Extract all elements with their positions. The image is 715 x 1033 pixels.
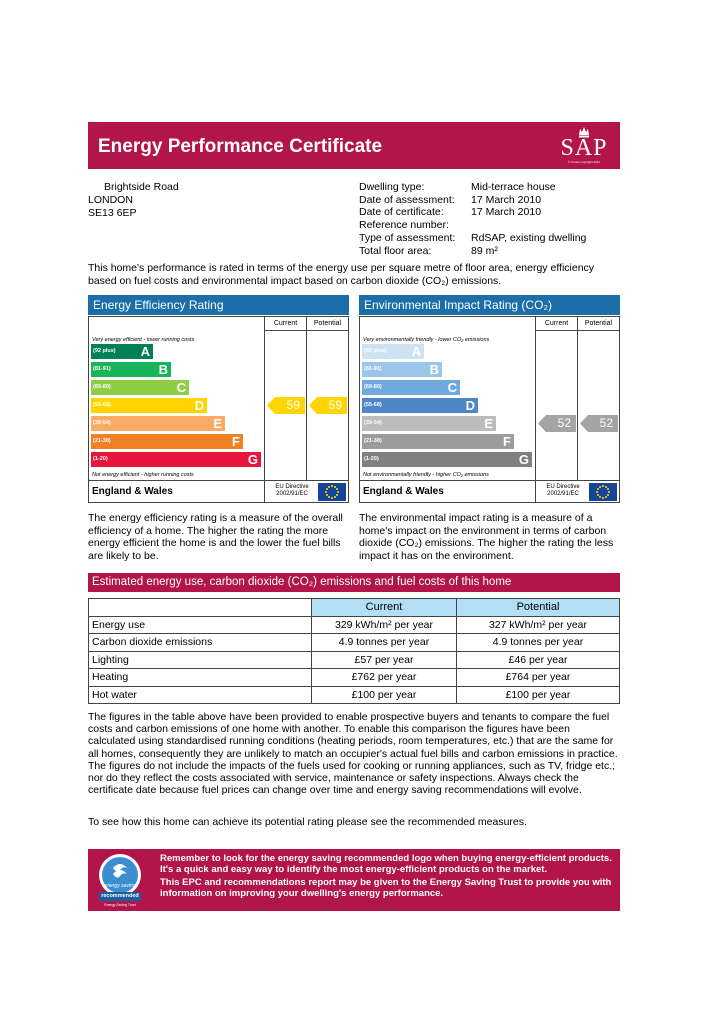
current-rating-value: 59 (286, 398, 300, 412)
band-letter: D (194, 398, 204, 413)
rating-band (362, 452, 532, 467)
table-cell-current: £100 per year (312, 686, 457, 704)
property-label: Date of certificate: (359, 206, 444, 219)
energy-efficiency-title: Energy Efficiency Rating (88, 295, 349, 315)
rating-band (91, 434, 243, 449)
table-row (89, 616, 620, 634)
property-row (359, 232, 586, 245)
logo-bottom-text: recommended (101, 893, 139, 899)
eu-star (597, 488, 599, 490)
intro-text: This home's performance is rated in terms of the energy use per square metre of floor area, energy efficiency based on fuel costs and environmental impact based on carbon dioxide (CO₂) emissions. (88, 262, 595, 287)
address-line-1: Brightside Road (104, 181, 179, 193)
property-row (359, 181, 586, 194)
band-range: (1-20) (93, 456, 108, 462)
banner-text (160, 853, 615, 899)
property-value: 89 m² (471, 244, 498, 257)
table-cell-label: Heating (89, 669, 312, 687)
logo-trust-text: Energy Saving Trust (104, 903, 136, 907)
eu-star (599, 496, 601, 498)
environmental-impact-title: Environmental Impact Rating (CO₂) (359, 295, 620, 315)
band-letter: E (484, 416, 493, 431)
eu-star (597, 494, 599, 496)
costs-table (88, 598, 620, 704)
scale-bottom-label: Not environmentally friendly - higher CO₂ emissions (363, 472, 489, 478)
band-letter: G (518, 452, 529, 467)
rating-band (91, 362, 171, 377)
eu-star (602, 485, 604, 487)
current-column-header: Current (535, 317, 577, 331)
property-row (359, 245, 586, 258)
eu-star (605, 496, 607, 498)
rating-band (362, 398, 478, 413)
panel-footer (360, 480, 619, 502)
property-value: 17 March 2010 (471, 206, 542, 219)
environmental-impact-panel (359, 295, 620, 505)
scale-top-label: Very energy efficient - lower running costs (92, 337, 195, 343)
rating-band (362, 362, 442, 377)
rating-band (362, 344, 424, 359)
eu-star (596, 491, 598, 493)
address-line-3: SE13 6EP (88, 207, 137, 219)
property-label: Total floor area: (359, 244, 432, 257)
band-range: (55-68) (364, 402, 382, 408)
eu-directive-label: EU Directive 2002/91/EC (546, 484, 580, 497)
table-header-row (89, 599, 620, 617)
eu-star (337, 491, 339, 493)
current-rating-arrow (538, 415, 576, 432)
property-row (359, 194, 586, 207)
band-letter: C (447, 380, 457, 395)
eu-star (599, 486, 601, 488)
eu-star (336, 494, 338, 496)
band-range: (69-80) (364, 384, 382, 390)
eu-star (336, 488, 338, 490)
band-range: (39-54) (93, 420, 111, 426)
property-value: Mid-terrace house (471, 181, 556, 193)
energy-efficiency-panel (88, 295, 349, 505)
current-column-header: Current (264, 317, 306, 331)
table-header-potential: Potential (457, 599, 620, 617)
eu-star (326, 488, 328, 490)
table-cell-label: Carbon dioxide emissions (89, 634, 312, 652)
table-row (89, 634, 620, 652)
eu-directive-label: EU Directive 2002/91/EC (275, 484, 309, 497)
energy-saving-recommended-logo (93, 852, 147, 908)
environmental-impact-chart (359, 316, 620, 503)
band-letter: E (213, 416, 222, 431)
band-range: (81-91) (364, 366, 382, 372)
sap-logo (556, 126, 612, 166)
rating-band (362, 434, 514, 449)
rating-band (91, 416, 225, 431)
table-row (89, 686, 620, 704)
band-letter: A (411, 344, 421, 359)
potential-rating-value: 52 (599, 416, 613, 430)
table-cell-current: £57 per year (312, 651, 457, 669)
property-row (359, 219, 586, 232)
environmental-description: The environmental impact rating is a measure of a home's impact on the environment in terms of carbon dioxide (CO₂) emissions. The higher the rating the less impact it has on the environment. (359, 512, 614, 562)
table-cell-current: 4.9 tonnes per year (312, 634, 457, 652)
property-label: Reference number: (359, 219, 449, 232)
band-range: (92 plus) (364, 348, 387, 354)
rating-band (91, 452, 261, 467)
country-label: England & Wales (92, 486, 173, 497)
band-letter: B (158, 362, 168, 377)
table-cell-potential: £46 per year (457, 651, 620, 669)
band-letter: G (247, 452, 258, 467)
property-details (359, 181, 586, 257)
panel-footer (89, 480, 348, 502)
table-header-blank (89, 599, 312, 617)
table-cell-label: Lighting (89, 651, 312, 669)
costs-notes: The figures in the table above have been provided to enable prospective buyers and tenants to compare the fuel costs and carbon emissions of one home with another. To enable this comparison the figures have been calculated using standardised running conditions (heating periods, room temperatures, etc.) that are the same for all homes, consequently they are unlikely to match an occupier's actual fuel bills and carbon emissions in practice. The figures do not include the impacts of the fuels used for cooking or running appliances, such as TV, fridge etc.; nor do they reflect the costs associated with service, maintenance or safety inspections. Always check the certificate date because fuel prices can change over time and energy saving recommendations will evolve. (88, 711, 618, 797)
band-range: (39-54) (364, 420, 382, 426)
eu-star (602, 497, 604, 499)
band-range: (69-80) (93, 384, 111, 390)
potential-rating-value: 59 (328, 398, 342, 412)
eu-star (608, 491, 610, 493)
table-cell-potential: 327 kWh/m² per year (457, 616, 620, 634)
table-cell-potential: £764 per year (457, 669, 620, 687)
property-label: Date of assessment: (359, 193, 455, 206)
eu-flag-icon (318, 483, 346, 501)
eu-star (607, 494, 609, 496)
table-cell-potential: 4.9 tonnes per year (457, 634, 620, 652)
energy-saving-logo-icon (93, 852, 147, 908)
table-cell-current: 329 kWh/m² per year (312, 616, 457, 634)
certificate-header (88, 122, 620, 169)
property-label: Dwelling type: (359, 181, 425, 193)
band-range: (55-68) (93, 402, 111, 408)
table-cell-label: Energy use (89, 616, 312, 634)
current-rating-arrow (267, 397, 305, 414)
efficiency-description: The energy efficiency rating is a measure of the overall efficiency of a home. The higher the rating the more energy efficient the home is and the lower the fuel bills are likely to be. (88, 512, 343, 562)
address-line-2: LONDON (88, 194, 133, 206)
rating-band (362, 380, 460, 395)
energy-saving-banner (88, 849, 620, 911)
logo-top-text: energy saving (104, 883, 136, 889)
certificate-title: Energy Performance Certificate (98, 136, 383, 157)
banner-line-2: This EPC and recommendations report may be given to the Energy Saving Trust to provide you with information on improving your dwelling's energy performance. (160, 877, 612, 899)
property-row (359, 206, 586, 219)
current-rating-value: 52 (557, 416, 571, 430)
rating-band (362, 416, 496, 431)
eu-flag-icon (589, 483, 617, 501)
property-value: RdSAP, existing dwelling (471, 231, 587, 244)
band-letter: F (232, 434, 240, 449)
band-range: (1-20) (364, 456, 379, 462)
eu-star (334, 496, 336, 498)
band-range: (92 plus) (93, 348, 116, 354)
table-header-current: Current (312, 599, 457, 617)
table-cell-potential: £100 per year (457, 686, 620, 704)
potential-column-header: Potential (306, 317, 348, 331)
rating-band (91, 344, 153, 359)
eu-star (325, 491, 327, 493)
table-row (89, 669, 620, 687)
costs-section-title: Estimated energy use, carbon dioxide (CO₂) emissions and fuel costs of this home (88, 573, 620, 592)
eu-star (328, 486, 330, 488)
potential-column-header: Potential (577, 317, 619, 331)
scale-bottom-label: Not energy efficient - higher running costs (92, 472, 194, 478)
property-value: 17 March 2010 (471, 193, 542, 206)
band-range: (21-38) (364, 438, 382, 444)
band-letter: D (465, 398, 475, 413)
table-cell-label: Hot water (89, 686, 312, 704)
band-letter: C (176, 380, 186, 395)
eu-star (326, 494, 328, 496)
potential-rating-arrow (309, 397, 347, 414)
country-label: England & Wales (363, 486, 444, 497)
band-range: (21-38) (93, 438, 111, 444)
energy-efficiency-chart (88, 316, 349, 503)
eu-star (331, 485, 333, 487)
band-letter: A (140, 344, 150, 359)
eu-star (331, 497, 333, 499)
rating-band (91, 398, 207, 413)
band-letter: B (429, 362, 439, 377)
band-letter: F (503, 434, 511, 449)
band-range: (81-91) (93, 366, 111, 372)
property-label: Type of assessment: (359, 231, 456, 244)
banner-line-1: Remember to look for the energy saving recommended logo when buying energy-efficient products. It's a quick and easy way to identify the most energy-efficient products on the market. (160, 853, 612, 875)
scale-top-label: Very environmentally friendly - lower CO₂ emissions (363, 337, 490, 343)
sap-logo-copyright: © Crown copyright 2011 (567, 160, 600, 164)
table-row (89, 651, 620, 669)
eu-star (607, 488, 609, 490)
rating-band (91, 380, 189, 395)
eu-star (328, 496, 330, 498)
recommendations-note: To see how this home can achieve its potential rating please see the recommended measures. (88, 816, 527, 828)
potential-rating-arrow (580, 415, 618, 432)
table-cell-current: £762 per year (312, 669, 457, 687)
sap-logo-text: SAP (560, 135, 608, 161)
